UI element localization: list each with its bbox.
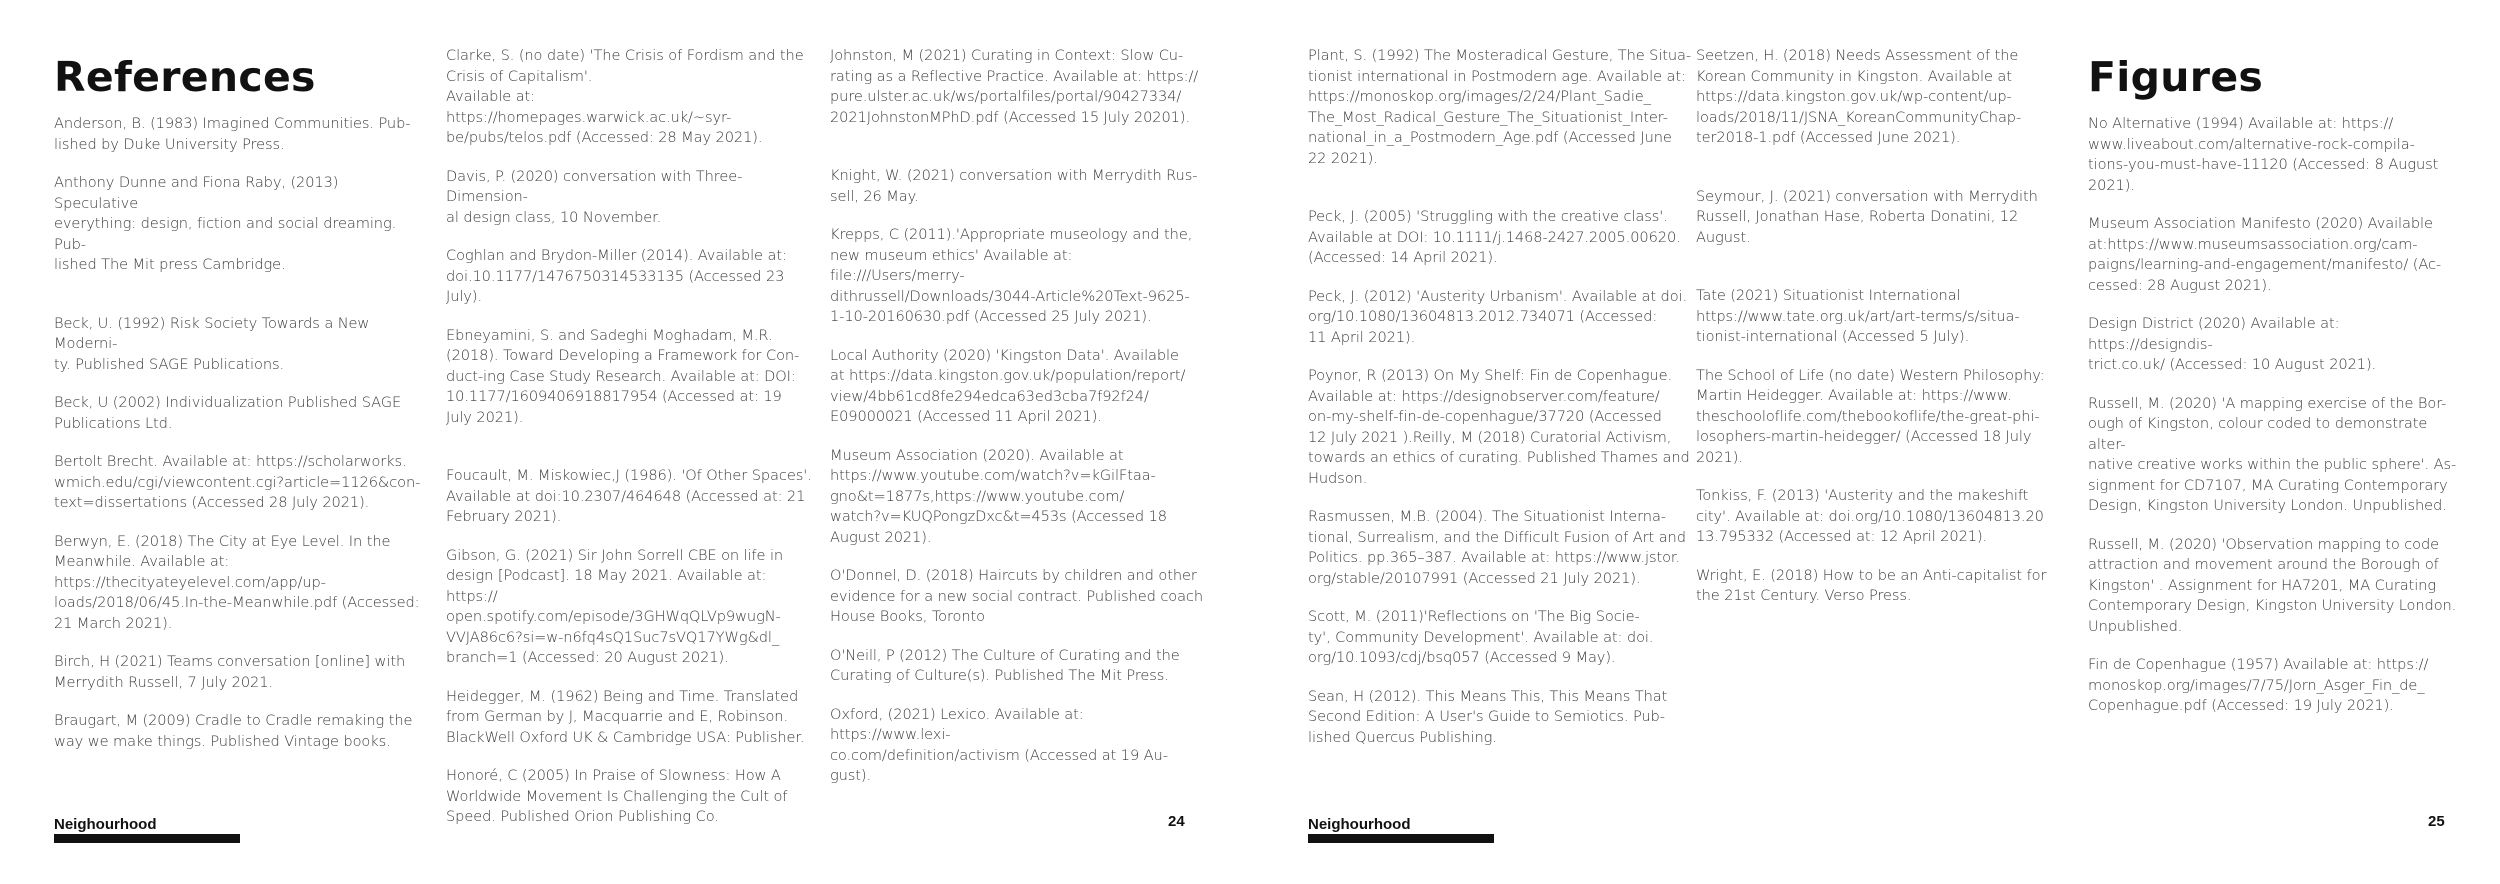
reference-entry: Sean, H (2012). This Means This, This Means That Second Edition: A User's Guide to Semiotics. Pub- lished Quercus Publishing. [1308, 687, 1668, 746]
figure-entry: Russell, M. (2020) 'Observation mapping to code attraction and movement around the Borough of Kingston' . Assignment for HA7201, MA Curating Contemporary Design, Kingston University London. Unpublished. [2088, 535, 2457, 635]
footer-publication-name: Neighourhood [54, 816, 157, 833]
page-number: 25 [2428, 813, 2445, 830]
reference-entry: Scott, M. (2011)'Reflections on 'The Big Socie- ty', Community Development'. Available at: doi. org/10.1093/cdj/bsq057 (Accessed 9 May). [1308, 608, 1654, 666]
reference-entry: Clarke, S. (no date) 'The Crisis of Fordism and the Crisis of Capitalism'. Available at: https://homepages.warwick.ac.uk/~syr- be/pubs/telos.pdf (Accessed: 28 May 2021). [446, 47, 804, 146]
reference-entry: Plant, S. (1992) The Mosteradical Gesture, The Situa- tionist international in Postmodern age. Available at: https://monoskop.org/images/2/24/Plant_Sadie_ The_Most_Radical_Gesture_The_Situationist_Inter- national_in_a_Postmodern_Age.pdf (Accessed June 22 2021). [1308, 47, 1692, 167]
figure-entry: No Alternative (1994) Available at: https:// www.liveabout.com/alternative-rock-compila- tions-you-must-have-11120 (Accessed: 8 August 2021). [2088, 115, 2439, 194]
reference-entry: O'Neill, P (2012) The Culture of Curating and the Curating of Culture(s). Published The Mit Press. [830, 646, 1180, 684]
reference-entry: Poynor, R (2013) On My Shelf: Fin de Copenhague. Available at: https://designobserver.com/feature/ on-my-shelf-fin-de-copenhague/37720 (Accessed 12 July 2021 ).Reilly, M (2018) Curatorial Activism, towards an ethics of curating. Published Thames and Hudson. [1308, 367, 1690, 487]
references-column-1 [54, 46, 426, 770]
reference-entry: Museum Association (2020). Available at https://www.youtube.com/watch?v=kGilFtaa- gno&t=1877s,https://www.youtube.com/ watch?v=KUQPongzDxc&t=453s (Accessed 18 August 2021). [830, 446, 1167, 546]
reference-entry: Braugart, M (2009) Cradle to Cradle remaking the way we make things. Published Vintage books. [54, 712, 413, 750]
reference-entry: Heidegger, M. (1962) Being and Time. Translated from German by J, Macquarrie and E, Robinson. BlackWell Oxford UK & Cambridge USA: Publisher. [446, 687, 805, 746]
reference-entry: Ebneyamini, S. and Sadeghi Moghadam, M.R. (2018). Toward Developing a Framework for Con- duct-ing Case Study Research. Available at: DOI: 10.1177/1609406918817954 (Accessed at: 19 July 2021). [446, 326, 800, 426]
reference-entry: Anderson, B. (1983) Imagined Communities. Pub- lished by Duke University Press. [54, 115, 411, 153]
footer-publication-name: Neighourhood [1308, 816, 1411, 833]
reference-entry: Knight, W. (2021) conversation with Merrydith Rus- sell, 26 May. [830, 167, 1198, 205]
reference-entry: Coghlan and Brydon-Miller (2014). Available at: doi.10.1177/1476750314533135 (Accessed 23 July). [446, 247, 787, 305]
figure-entry: Museum Association Manifesto (2020) Available at:https://www.museumsassociation.org/cam- paigns/learning-and-engagement/manifesto/ (Ac- cessed: 28 August 2021). [2088, 215, 2442, 294]
reference-entry: Local Authority (2020) 'Kingston Data'. Available at https://data.kingston.gov.uk/population/report/ view/4bb61cd8fe294edca63ed3cba7f92f24/ E09000021 (Accessed 11 April 2021). [830, 346, 1186, 425]
figures-column [2088, 46, 2458, 735]
references-column-4 [1308, 46, 1694, 766]
reference-entry: Johnston, M (2021) Curating in Context: Slow Cu- rating as a Reflective Practice. Available at: https:// pure.ulster.ac.uk/ws/portalfiles/portal/90427334/ 2021JohnstonMPhD.pdf (Accessed 15 July 20201). [830, 47, 1199, 126]
references-column-2 [446, 46, 816, 846]
reference-entry: Anthony Dunne and Fiona Raby, (2013) Speculative everything: design, fiction and social dreaming. Pub- lished The Mit press Cambridge. [54, 174, 397, 273]
page-heading-references: References [54, 53, 316, 101]
reference-entry: Bertolt Brecht. Available at: https://scholarworks. wmich.edu/cgi/viewcontent.cgi?article=1126&con- text=dissertations (Accessed 28 July 2021). [54, 453, 421, 511]
references-column-5 [1696, 46, 2066, 625]
reference-entry: Gibson, G. (2021) Sir John Sorrell CBE on life in design [Podcast]. 18 May 2021. Available at: https:// open.spotify.com/episode/3GHWqQLVp9wugN- VVJA86c6?si=w-n6fq4sQ1Suc7sVQ17YWg&dl_ branch=1 (Accessed: 20 August 2021). [446, 546, 784, 666]
reference-entry: Birch, H (2021) Teams conversation [online] with Merrydith Russell, 7 July 2021. [54, 653, 406, 691]
reference-entry: Davis, P. (2020) conversation with Three-Dimension- al design class, 10 November. [446, 167, 743, 226]
reference-entry: Oxford, (2021) Lexico. Available at: https://www.lexi- co.com/definition/activism (Accessed at 19 Au-gust). [830, 705, 1168, 784]
reference-entry: Tonkiss, F. (2013) 'Austerity and the makeshift city'. Available at: doi.org/10.1080/13604813.20 13.795332 (Accessed at: 12 April 2021). [1696, 487, 2044, 545]
footer-bar [1308, 834, 1494, 843]
reference-entry: Wright, E. (2018) How to be an Anti-capitalist for the 21st Century. Verso Press. [1696, 566, 2047, 604]
reference-entry: Seymour, J. (2021) conversation with Merrydith Russell, Jonathan Hase, Roberta Donatini, 12 August. [1696, 187, 2038, 246]
right-page [1250, 0, 2500, 884]
reference-entry: Foucault, M. Miskowiec,J (1986). 'Of Other Spaces'. Available at doi:10.2307/464648 (Accessed at: 21 February 2021). [446, 467, 812, 525]
reference-entry: Tate (2021) Situationist International https://www.tate.org.uk/art/art-terms/s/situa- tionist-international (Accessed 5 July). [1696, 287, 2020, 345]
reference-entry: O'Donnel, D. (2018) Haircuts by children and other evidence for a new social contract. Published coach House Books, Toronto [830, 567, 1203, 625]
reference-entry: Beck, U. (1992) Risk Society Towards a New Moderni- ty. Published SAGE Publications. [54, 314, 370, 373]
page-number: 24 [1168, 813, 1185, 830]
reference-entry: The School of Life (no date) Western Philosophy: Martin Heidegger. Available at: https://www. theschooloflife.com/thebookoflife/the-great-phi- losophers-martin-heidegger/ (Accessed 18 July 2021). [1696, 366, 2045, 466]
reference-entry: Beck, U (2002) Individualization Published SAGE Publications Ltd. [54, 394, 402, 432]
reference-entry: Peck, J. (2005) 'Struggling with the creative class'. Available at DOI: 10.1111/j.1468-2427.2005.00620. (Accessed: 14 April 2021). [1308, 208, 1681, 266]
reference-entry: Berwyn, E. (2018) The City at Eye Level. In the Meanwhile. Available at: https://thecityateyelevel.com/app/up- loads/2018/06/45.In-the-Meanwhile.pdf (Accessed: 21 March 2021). [54, 532, 420, 632]
figure-entry: Design District (2020) Available at: https://designdis- trict.co.uk/ (Accessed: 10 August 2021). [2088, 315, 2377, 373]
footer-bar [54, 834, 240, 843]
figure-entry: Russell, M. (2020) 'A mapping exercise of the Bor- ough of Kingston, colour coded to demonstrate alter- native creative works within the public sphere'. As- signment for CD7107, MA Curating Contemporary Design, Kingston University London. Unpublished. [2088, 394, 2457, 514]
figure-entry: Fin de Copenhague (1957) Available at: https:// monoskop.org/images/7/75/Jorn_Asger_Fin_de_ Copenhague.pdf (Accessed: 19 July 2021). [2088, 656, 2429, 714]
reference-entry: Peck, J. (2012) 'Austerity Urbanism'. Available at doi. org/10.1080/13604813.2012.734071 (Accessed: 11 April 2021). [1308, 287, 1688, 346]
reference-entry: Rasmussen, M.B. (2004). The Situationist Interna- tional, Surrealism, and the Difficult Fusion of Art and Politics. pp.365–387. Available at: https://www.jstor. org/stable/20107991 (Accessed 21 July 2021). [1308, 508, 1686, 587]
reference-entry: Honoré, C (2005) In Praise of Slowness: How A Worldwide Movement Is Challenging the Cult of Speed. Published Orion Publishing Co. [446, 767, 788, 825]
references-column-3 [830, 46, 1208, 805]
reference-entry: Seetzen, H. (2018) Needs Assessment of the Korean Community in Kingston. Available at https://data.kingston.gov.uk/wp-content/up- loads/2018/11/JSNA_KoreanCommunityChap- ter2018-1.pdf (Accessed June 2021). [1696, 47, 2022, 146]
reference-entry: Krepps, C (2011).'Appropriate museology and the, new museum ethics' Available at: file:///Users/merry- dithrussell/Downloads/3044-Article%20Text-9625- 1-10-20160630.pdf (Accessed 25 July 2021). [830, 226, 1193, 325]
page-heading-figures: Figures [2088, 53, 2264, 101]
